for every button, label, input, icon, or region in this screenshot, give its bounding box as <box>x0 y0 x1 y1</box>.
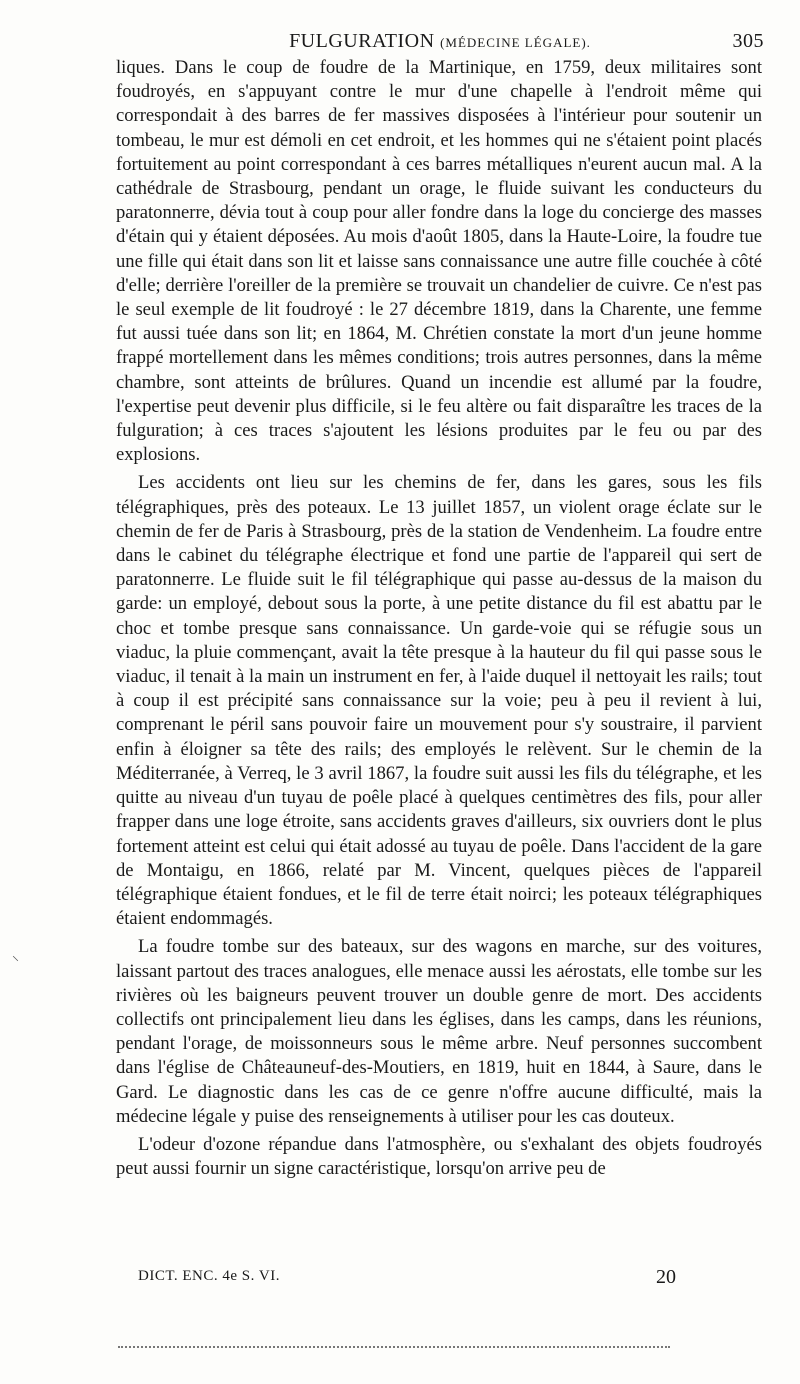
body-text <box>116 56 762 1181</box>
paragraph-3: La foudre tombe sur des bateaux, sur des wagons en marche, sur des voitures, laissant partout des traces analogues, elle menace aussi les aérostats, elle tombe sur les rivières où les baigneurs peuvent trouver un double genre de mort. Des accidents collectifs ont principalement lieu dans les églises, dans les camps, dans les réunions, pendant l'orage, de moissonneurs sous le même arbre. Neuf personnes succombent dans l'église de Châteauneuf-des-Moutiers, en 1819, huit en 1844, à Saure, dans le Gard. Le diagnostic dans les cas de ce genre n'offre aucune difficulté, mais la médecine légale y puise des renseignements à utiliser pour les cas douteux. <box>116 936 762 1127</box>
running-title-sub: (MÉDECINE LÉGALE). <box>440 35 591 50</box>
sheet-number: 20 <box>656 1266 676 1288</box>
running-header <box>116 30 764 56</box>
paragraph-1: liques. Dans le coup de foudre de la Martinique, en 1759, deux militaires sont foudroyés, en s'appuyant contre le mur d'une chapelle à l'endroit même qui correspondait à des barres de fer massives disposées à l'intérieur pour soutenir un tombeau, le mur est démoli en cet endroit, et les hommes qui ne s'étaient point placés fortuitement au point correspondant à ces barres métalliques n'eurent aucun mal. A la cathédrale de Strasbourg, pendant un orage, le fluide suivant les conducteurs du paratonnerre, dévia tout à coup pour aller fondre dans la loge du concierge des masses d'étain qui y étaient déposées. Au mois d'août 1805, dans la Haute-Loire, la foudre tue une fille qui était dans son lit et laisse sans connaissance une autre fille couchée à côté d'elle; derrière l'oreiller de la première se trouvait un chandelier de cuivre. Ce n'est pas le seul exemple de lit foudroyé : le 27 décembre 1819, dans la Charente, une femme fut aussi tuée dans son lit; en 1864, M. Chrétien constate la mort d'un jeune homme frappé mortellement dans les mêmes conditions; trois autres personnes, dans la même chambre, sont atteints de brûlures. Quand un incendie est allumé par la foudre, l'expertise peut devenir plus difficile, si le feu altère ou fait disparaître les traces de la fulguration; à ces traces s'ajoutent les lésions produites par le feu ou par des explosions. <box>116 57 762 466</box>
page-number: 305 <box>732 30 764 52</box>
bottom-dotted-rule <box>118 1346 670 1352</box>
paragraph-2: Les accidents ont lieu sur les chemins de fer, dans les gares, sous les fils télégraphiques, près des poteaux. Le 13 juillet 1857, un violent orage éclate sur le chemin de fer de Paris à Strasbourg, près de la station de Vendenheim. La foudre entre dans le cabinet du télégraphe électrique et fond une partie de l'appareil qui sert de paratonnerre. Le fluide suit le fil télégraphique qui passe au-dessus de la maison du garde: un employé, debout sous la porte, à une petite distance du fil est abattu par le choc et tombe presque sans connaissance. Un garde-voie qui se réfugie sous un viaduc, la pluie commençant, avait la tête presque à la hauteur du fil qui passe sous le viaduc, il tenait à la main un instrument en fer, à l'aide duquel il nettoyait les rails; tout à coup il est précipité sans connaissance sur la voie; peu à peu il revient à lui, comprenant le péril sans pouvoir faire un mouvement pour s'y soustraire, il parvient enfin à éloigner sa tête des rails; des employés le relèvent. Sur le chemin de la Méditerranée, à Verreq, le 3 avril 1867, la foudre suit aussi les fils du télégraphe, et les quitte au niveau d'un tuyau de poêle placé à quelques centimètres des fils, pour aller frapper dans une loge étroite, sans accidents graves d'ailleurs, six ouvriers dont le plus fortement atteint est celui qui était adossé au tuyau de poêle. Dans l'accident de la gare de Montaigu, en 1866, relaté par M. Vincent, quelques pièces de l'appareil télégraphique étaient fondues, et le fil de terre était noirci; les poteaux télégraphiques étaient endommagés. <box>116 472 762 930</box>
signature-mark: DICT. ENC. 4e S. VI. <box>138 1268 280 1284</box>
running-title-main: FULGURATION <box>289 30 435 52</box>
paragraph-4: L'odeur d'ozone répandue dans l'atmosphère, ou s'exhalant des objets foudroyés peut aussi fournir un signe caractéristique, lorsqu'on arrive peu de <box>116 1133 762 1180</box>
running-title <box>116 30 764 53</box>
margin-mark: ⸜ <box>12 949 19 964</box>
page-footer <box>138 1266 720 1296</box>
